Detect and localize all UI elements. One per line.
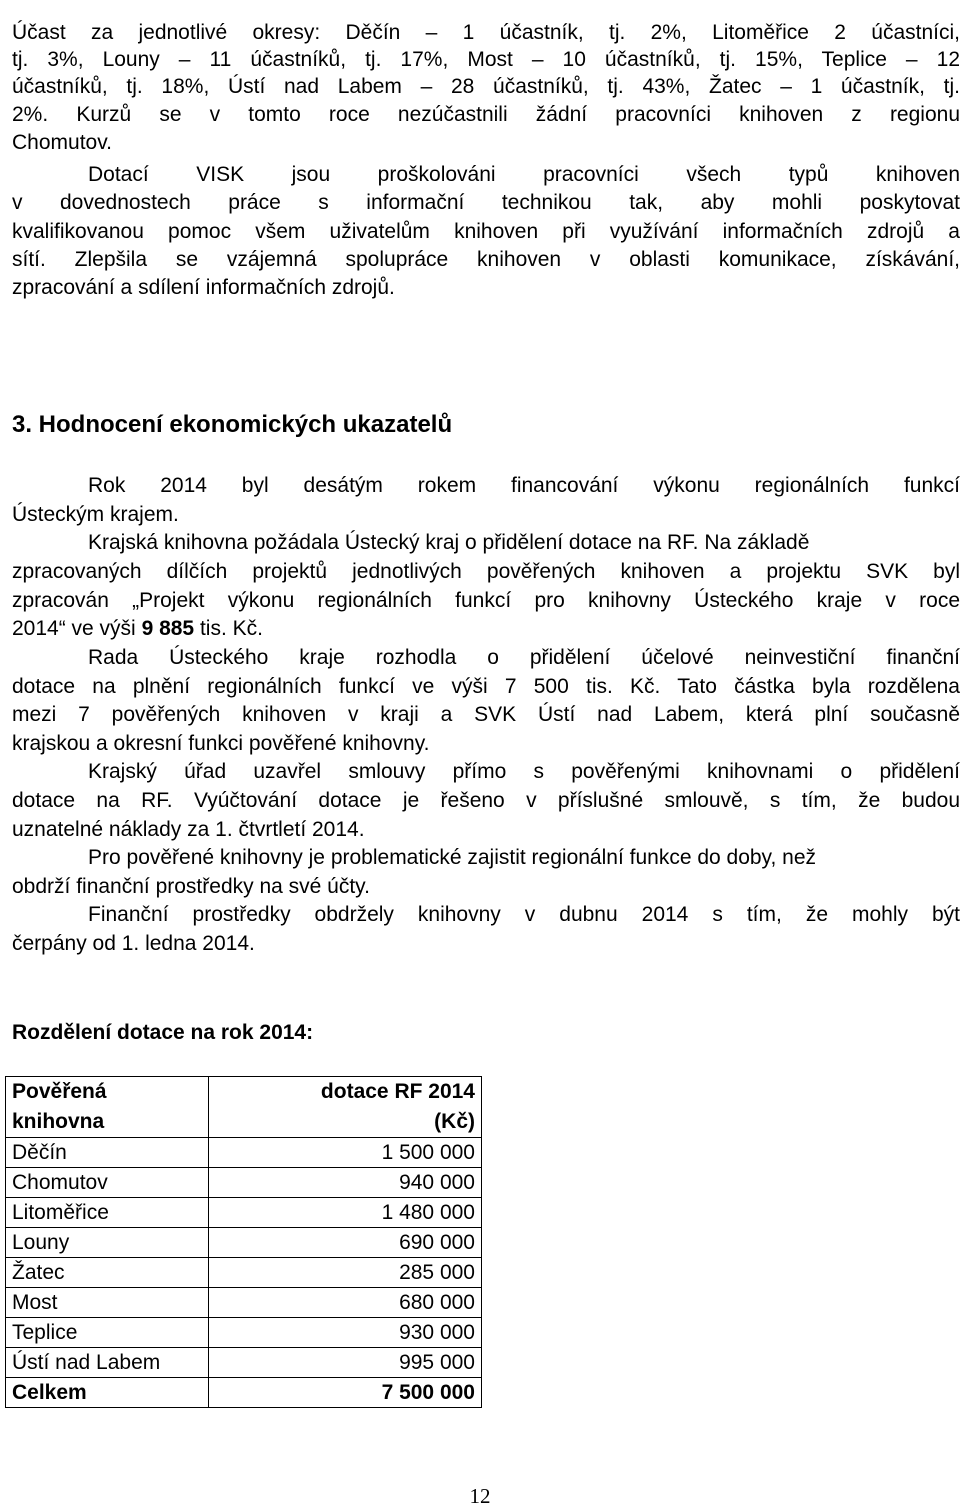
text-line: účastníků, tj. 18%, Ústí nad Labem – 28 účastníků, tj. 43%, Žatec – 1 účastník, tj. bbox=[12, 75, 960, 98]
amount: 995 000 bbox=[209, 1348, 482, 1378]
text-line: kvalifikovanou pomoc všem uživatelům knihoven při využívání informačních zdrojů a bbox=[12, 220, 960, 243]
table-row bbox=[6, 1168, 482, 1198]
text-line: Chomutov. bbox=[12, 131, 112, 154]
table-row bbox=[6, 1318, 482, 1348]
library-name: Děčín bbox=[6, 1138, 209, 1168]
text-line: zpracovaných dílčích projektů jednotlivých pověřených knihoven a projektu SVK byl bbox=[12, 560, 960, 583]
amount: 940 000 bbox=[209, 1168, 482, 1198]
text-line bbox=[12, 614, 960, 644]
table-header-row bbox=[6, 1077, 482, 1138]
column-header-knihovna bbox=[6, 1077, 209, 1138]
column-header-dotace bbox=[209, 1077, 482, 1138]
text-line: tj. 3%, Louny – 11 účastníků, tj. 17%, Most – 10 účastníků, tj. 15%, Teplice – 12 bbox=[12, 48, 960, 71]
text-line: Finanční prostředky obdržely knihovny v dubnu 2014 s tím, že mohly být bbox=[88, 903, 960, 926]
library-name: Chomutov bbox=[6, 1168, 209, 1198]
text-line: Rada Ústeckého kraje rozhodla o přidělení účelové neinvestiční finanční bbox=[88, 646, 960, 669]
table-row bbox=[6, 1228, 482, 1258]
library-name: Most bbox=[6, 1288, 209, 1318]
header-line: (Kč) bbox=[434, 1110, 475, 1133]
text-line: dotace na RF. Vyúčtování dotace je řešeno v příslušné smlouvě, s tím, že budou bbox=[12, 789, 960, 812]
header-line: dotace RF 2014 bbox=[320, 1080, 475, 1103]
page-number: 12 bbox=[469, 1484, 491, 1508]
text-line: krajskou a okresní funkci pověřené knihovny. bbox=[12, 732, 430, 755]
amount: 930 000 bbox=[209, 1318, 482, 1348]
text-span: 2014“ ve výši bbox=[12, 617, 142, 640]
text-line: zpracování a sdílení informačních zdrojů. bbox=[12, 276, 395, 299]
amount-bold: 9 885 bbox=[141, 617, 195, 640]
amount: 690 000 bbox=[209, 1228, 482, 1258]
text-line: v dovednostech práce s informační technikou tak, aby mohli poskytovat bbox=[12, 191, 960, 214]
section-heading: 3. Hodnocení ekonomických ukazatelů bbox=[12, 411, 453, 438]
text-line: Účast za jednotlivé okresy: Děčín – 1 účastník, tj. 2%, Litoměřice 2 účastníci, bbox=[12, 21, 960, 44]
header-line: knihovna bbox=[12, 1110, 105, 1133]
amount: 285 000 bbox=[209, 1258, 482, 1288]
text-line: uznatelné náklady za 1. čtvrtletí 2014. bbox=[12, 818, 365, 841]
text-line: čerpány od 1. ledna 2014. bbox=[12, 932, 255, 955]
table-title: Rozdělení dotace na rok 2014: bbox=[12, 1021, 314, 1044]
table-row bbox=[6, 1138, 482, 1168]
amount: 1 500 000 bbox=[209, 1138, 482, 1168]
text-line: sítí. Zlepšila se vzájemná spolupráce knihoven v oblasti komunikace, získávání, bbox=[12, 248, 960, 271]
table-row bbox=[6, 1348, 482, 1378]
table-row bbox=[6, 1198, 482, 1228]
text-line: 2%. Kurzů se v tomto roce nezúčastnili žádní pracovníci knihoven z regionu bbox=[12, 103, 960, 126]
library-name: Litoměřice bbox=[6, 1198, 209, 1228]
library-name: Louny bbox=[6, 1228, 209, 1258]
dotace-table bbox=[5, 1076, 482, 1408]
text-line: Pro pověřené knihovny je problematické zajistit regionální funkce do doby, než bbox=[88, 846, 817, 869]
header-line: Pověřená bbox=[12, 1080, 107, 1103]
total-label: Celkem bbox=[6, 1378, 209, 1408]
table-row bbox=[6, 1258, 482, 1288]
text-line: Rok 2014 byl desátým rokem financování výkonu regionálních funkcí bbox=[88, 474, 960, 497]
library-name: Ústí nad Labem bbox=[6, 1348, 209, 1378]
text-line: dotace na plnění regionálních funkcí ve výši 7 500 tis. Kč. Tato částka byla rozdělena bbox=[12, 675, 960, 698]
text-line: Krajská knihovna požádala Ústecký kraj o přidělení dotace na RF. Na základě bbox=[88, 531, 810, 554]
text-line: Ústeckým krajem. bbox=[12, 503, 179, 526]
total-amount: 7 500 000 bbox=[209, 1378, 482, 1408]
text-line: obdrží finanční prostředky na své účty. bbox=[12, 875, 370, 898]
text-line: zpracován „Projekt výkonu regionálních funkcí pro knihovny Ústeckého kraje v roce bbox=[12, 589, 960, 612]
text-span: tis. Kč. bbox=[194, 617, 263, 640]
text-line: mezi 7 pověřených knihoven v kraji a SVK Ústí nad Labem, která plní současně bbox=[12, 703, 960, 726]
text-line: Dotací VISK jsou proškolováni pracovníci všech typů knihoven bbox=[88, 163, 960, 186]
amount: 680 000 bbox=[209, 1288, 482, 1318]
amount: 1 480 000 bbox=[209, 1198, 482, 1228]
text-line: Krajský úřad uzavřel smlouvy přímo s pověřenými knihovnami o přidělení bbox=[88, 760, 960, 783]
table-row bbox=[6, 1288, 482, 1318]
table-total-row bbox=[6, 1378, 482, 1408]
library-name: Žatec bbox=[6, 1258, 209, 1288]
library-name: Teplice bbox=[6, 1318, 209, 1348]
